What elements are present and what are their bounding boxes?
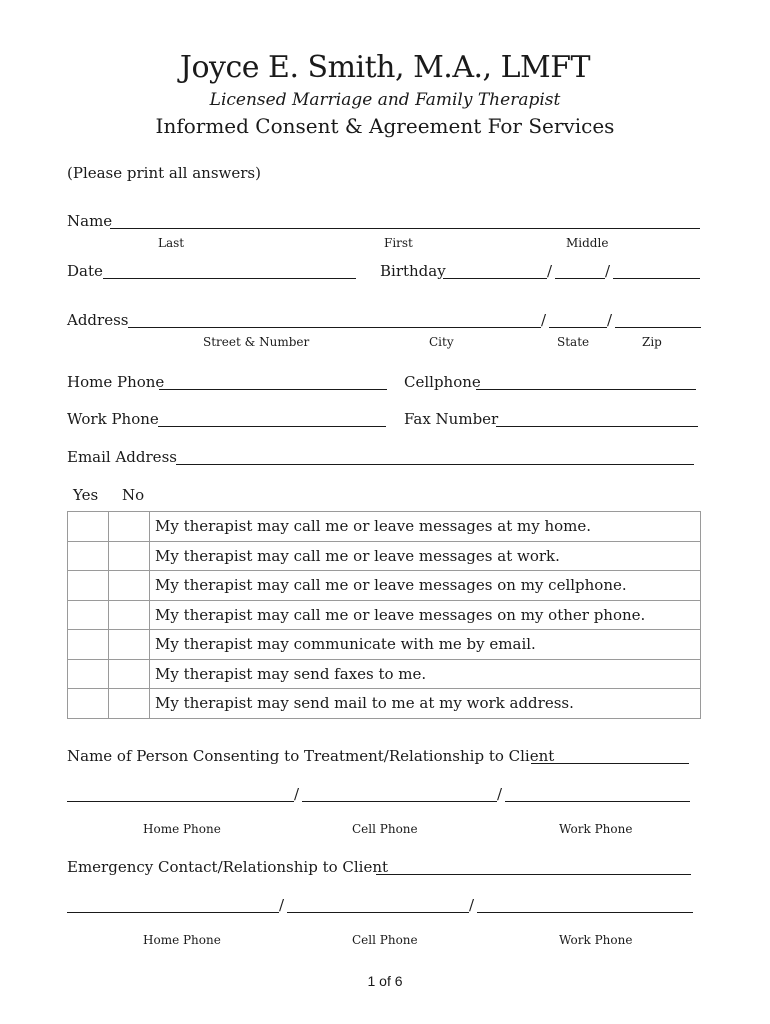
name-field[interactable] bbox=[110, 228, 700, 229]
address-sub-street: Street & Number bbox=[203, 335, 310, 349]
address-label: Address bbox=[67, 311, 129, 329]
fax-number-field[interactable] bbox=[496, 426, 698, 427]
page-number: 1 of 6 bbox=[367, 973, 403, 989]
birthday-separator: / bbox=[547, 262, 553, 280]
no-checkbox[interactable] bbox=[109, 541, 150, 571]
instructions: (Please print all answers) bbox=[67, 164, 261, 182]
consent-table bbox=[67, 511, 701, 719]
consent-statement: My therapist may call me or leave messages on my cellphone. bbox=[150, 571, 701, 601]
birthday-year-field[interactable] bbox=[613, 278, 700, 279]
yes-checkbox[interactable] bbox=[68, 659, 109, 689]
name-label: Name bbox=[67, 212, 113, 230]
yes-checkbox[interactable] bbox=[68, 512, 109, 542]
address-separator: / bbox=[541, 311, 547, 329]
home-phone-label: Home Phone bbox=[67, 373, 165, 391]
birthday-separator: / bbox=[605, 262, 611, 280]
form-heading: Informed Consent & Agreement For Services bbox=[155, 114, 615, 138]
table-row bbox=[68, 600, 701, 630]
table-row bbox=[68, 689, 701, 719]
document-title: Joyce E. Smith, M.A., LMFT bbox=[179, 50, 591, 85]
no-checkbox[interactable] bbox=[109, 659, 150, 689]
address-state-field[interactable] bbox=[549, 327, 607, 328]
no-checkbox[interactable] bbox=[109, 689, 150, 719]
emergency-contact-label: Emergency Contact/Relationship to Client bbox=[67, 858, 389, 876]
phone-separator: / bbox=[279, 896, 285, 914]
no-column-label: No bbox=[122, 486, 145, 504]
emergency-cell-phone-label: Cell Phone bbox=[352, 933, 418, 947]
emergency-home-phone-label: Home Phone bbox=[143, 933, 221, 947]
consenting-home-phone-label: Home Phone bbox=[143, 822, 221, 836]
document-subtitle: Licensed Marriage and Family Therapist bbox=[209, 90, 561, 110]
table-row bbox=[68, 630, 701, 660]
emergency-home-phone-field[interactable] bbox=[67, 912, 279, 913]
phone-separator: / bbox=[469, 896, 475, 914]
yes-checkbox[interactable] bbox=[68, 600, 109, 630]
no-checkbox[interactable] bbox=[109, 571, 150, 601]
address-sub-state: State bbox=[557, 335, 590, 349]
consenting-cell-phone-field[interactable] bbox=[302, 801, 497, 802]
table-row bbox=[68, 541, 701, 571]
emergency-cell-phone-field[interactable] bbox=[287, 912, 469, 913]
address-sub-zip: Zip bbox=[642, 335, 662, 349]
name-sub-first: First bbox=[384, 236, 413, 250]
consenting-work-phone-field[interactable] bbox=[505, 801, 690, 802]
no-checkbox[interactable] bbox=[109, 512, 150, 542]
phone-separator: / bbox=[497, 785, 503, 803]
consenting-person-label: Name of Person Consenting to Treatment/Relationship to Client bbox=[67, 747, 555, 765]
email-label: Email Address bbox=[67, 448, 177, 466]
consenting-work-phone-label: Work Phone bbox=[559, 822, 633, 836]
home-phone-field[interactable] bbox=[159, 389, 387, 390]
yes-checkbox[interactable] bbox=[68, 689, 109, 719]
address-street-city-field[interactable] bbox=[128, 327, 541, 328]
consent-statement: My therapist may call me or leave messages at my home. bbox=[150, 512, 701, 542]
table-row bbox=[68, 659, 701, 689]
birthday-label: Birthday bbox=[380, 262, 446, 280]
address-separator: / bbox=[607, 311, 613, 329]
yes-column-label: Yes bbox=[73, 486, 99, 504]
address-sub-city: City bbox=[429, 335, 454, 349]
fax-number-label: Fax Number bbox=[404, 410, 499, 428]
address-zip-field[interactable] bbox=[615, 327, 701, 328]
email-field[interactable] bbox=[176, 464, 694, 465]
work-phone-field[interactable] bbox=[158, 426, 386, 427]
no-checkbox[interactable] bbox=[109, 600, 150, 630]
date-label: Date bbox=[67, 262, 103, 280]
consenting-cell-phone-label: Cell Phone bbox=[352, 822, 418, 836]
date-field[interactable] bbox=[103, 278, 356, 279]
birthday-day-field[interactable] bbox=[555, 278, 605, 279]
yes-checkbox[interactable] bbox=[68, 571, 109, 601]
table-row bbox=[68, 571, 701, 601]
emergency-work-phone-field[interactable] bbox=[477, 912, 693, 913]
name-sub-middle: Middle bbox=[566, 236, 609, 250]
yes-checkbox[interactable] bbox=[68, 630, 109, 660]
consenting-person-field[interactable] bbox=[531, 763, 689, 764]
consent-statement: My therapist may call me or leave messages at work. bbox=[150, 541, 701, 571]
phone-separator: / bbox=[294, 785, 300, 803]
yes-checkbox[interactable] bbox=[68, 541, 109, 571]
emergency-work-phone-label: Work Phone bbox=[559, 933, 633, 947]
emergency-contact-field[interactable] bbox=[376, 874, 691, 875]
birthday-month-field[interactable] bbox=[443, 278, 547, 279]
name-sub-last: Last bbox=[158, 236, 185, 250]
consenting-home-phone-field[interactable] bbox=[67, 801, 294, 802]
cellphone-label: Cellphone bbox=[404, 373, 481, 391]
work-phone-label: Work Phone bbox=[67, 410, 159, 428]
consent-statement: My therapist may call me or leave messages on my other phone. bbox=[150, 600, 701, 630]
cellphone-field[interactable] bbox=[476, 389, 696, 390]
consent-statement: My therapist may send faxes to me. bbox=[150, 659, 701, 689]
consent-statement: My therapist may communicate with me by email. bbox=[150, 630, 701, 660]
consent-statement: My therapist may send mail to me at my work address. bbox=[150, 689, 701, 719]
table-row bbox=[68, 512, 701, 542]
no-checkbox[interactable] bbox=[109, 630, 150, 660]
